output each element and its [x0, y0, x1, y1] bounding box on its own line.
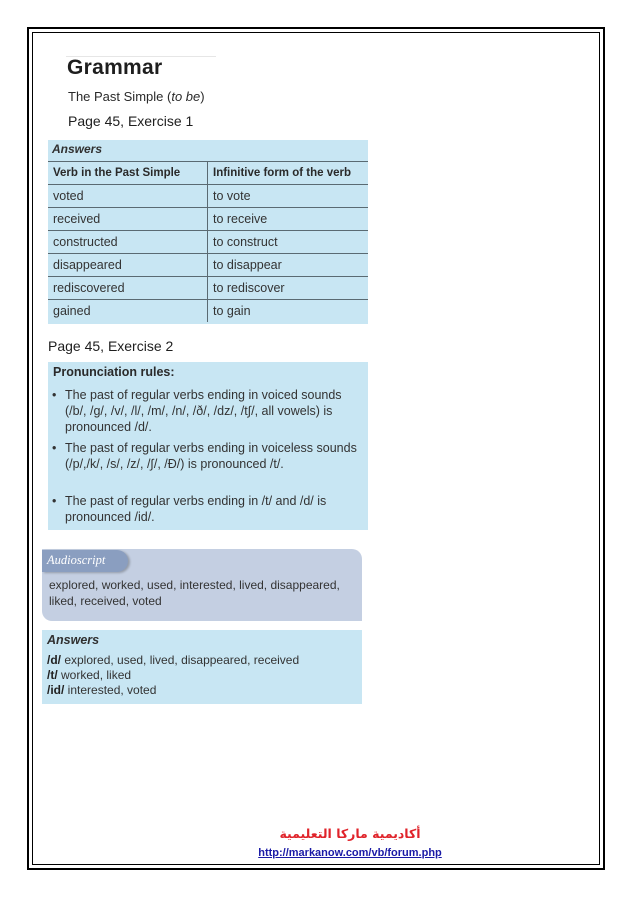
column-header: Verb in the Past Simple [48, 162, 208, 185]
infinitive-cell: to disappear [208, 254, 369, 277]
footer-arabic-title: أكاديمية ماركا التعليمية [279, 826, 421, 841]
column-header: Infinitive form of the verb [208, 162, 369, 185]
past-form-cell: constructed [48, 231, 208, 254]
answer-words: worked, liked [57, 668, 132, 682]
subheading-text: The Past Simple ( [68, 89, 172, 104]
verb-table [48, 161, 368, 322]
table-row [48, 254, 368, 277]
bullet-icon: • [52, 441, 57, 455]
past-form-cell: voted [48, 185, 208, 208]
audioscript-label: Audioscript [47, 553, 106, 567]
rule-text: The past of regular verbs ending in voiced sounds (/b/, /g/, /v/, /l/, /m/, /n/, /ð/, /dz/, /t∫/, all vowels) is pronounced /d/. [65, 388, 342, 434]
answer-line [47, 668, 131, 682]
infinitive-cell: to construct [208, 231, 369, 254]
past-form-cell: rediscovered [48, 277, 208, 300]
past-form-cell: gained [48, 300, 208, 323]
section-subheading [68, 89, 205, 104]
subheading-close: ) [200, 89, 205, 104]
answer-line [47, 683, 156, 697]
infinitive-cell: to vote [208, 185, 369, 208]
answers-title: Answers [52, 142, 103, 156]
table-row [48, 300, 368, 323]
infinitive-cell: to rediscover [208, 277, 369, 300]
rule-text: The past of regular verbs ending in /t/ and /d/ is pronounced /id/. [65, 494, 327, 524]
answer-line [47, 653, 299, 667]
answer-words: explored, used, lived, disappeared, received [61, 653, 300, 667]
sound-label: /d/ [47, 653, 61, 667]
exercise-2-title: Page 45, Exercise 2 [48, 338, 174, 354]
answer-words: interested, voted [64, 683, 157, 697]
footer-forum-link[interactable]: http://markanow.com/vb/forum.php [258, 847, 442, 859]
table-row [48, 208, 368, 231]
pronunciation-title: Pronunciation rules: [53, 365, 175, 379]
subheading-italic: to be [171, 89, 201, 104]
sound-label: /t/ [47, 668, 58, 682]
answers-2-title: Answers [47, 633, 100, 647]
page-heading: Grammar [67, 56, 163, 79]
past-form-cell: received [48, 208, 208, 231]
bullet-icon: • [52, 388, 57, 402]
table-row [48, 185, 368, 208]
table-row [48, 277, 368, 300]
table-row [48, 231, 368, 254]
infinitive-cell: to receive [208, 208, 369, 231]
bullet-icon: • [52, 494, 57, 508]
infinitive-cell: to gain [208, 300, 369, 323]
table-header-row [48, 162, 368, 185]
past-form-cell: disappeared [48, 254, 208, 277]
sound-label: /id/ [47, 683, 65, 697]
exercise-1-title: Page 45, Exercise 1 [68, 113, 194, 129]
audioscript-text: explored, worked, used, interested, lived, disappeared, liked, received, voted [49, 578, 340, 608]
rule-text: The past of regular verbs ending in voiceless sounds (/p/,/k/, /s/, /z/, /∫/, /Ð/) is pronounced /t/. [65, 441, 357, 471]
